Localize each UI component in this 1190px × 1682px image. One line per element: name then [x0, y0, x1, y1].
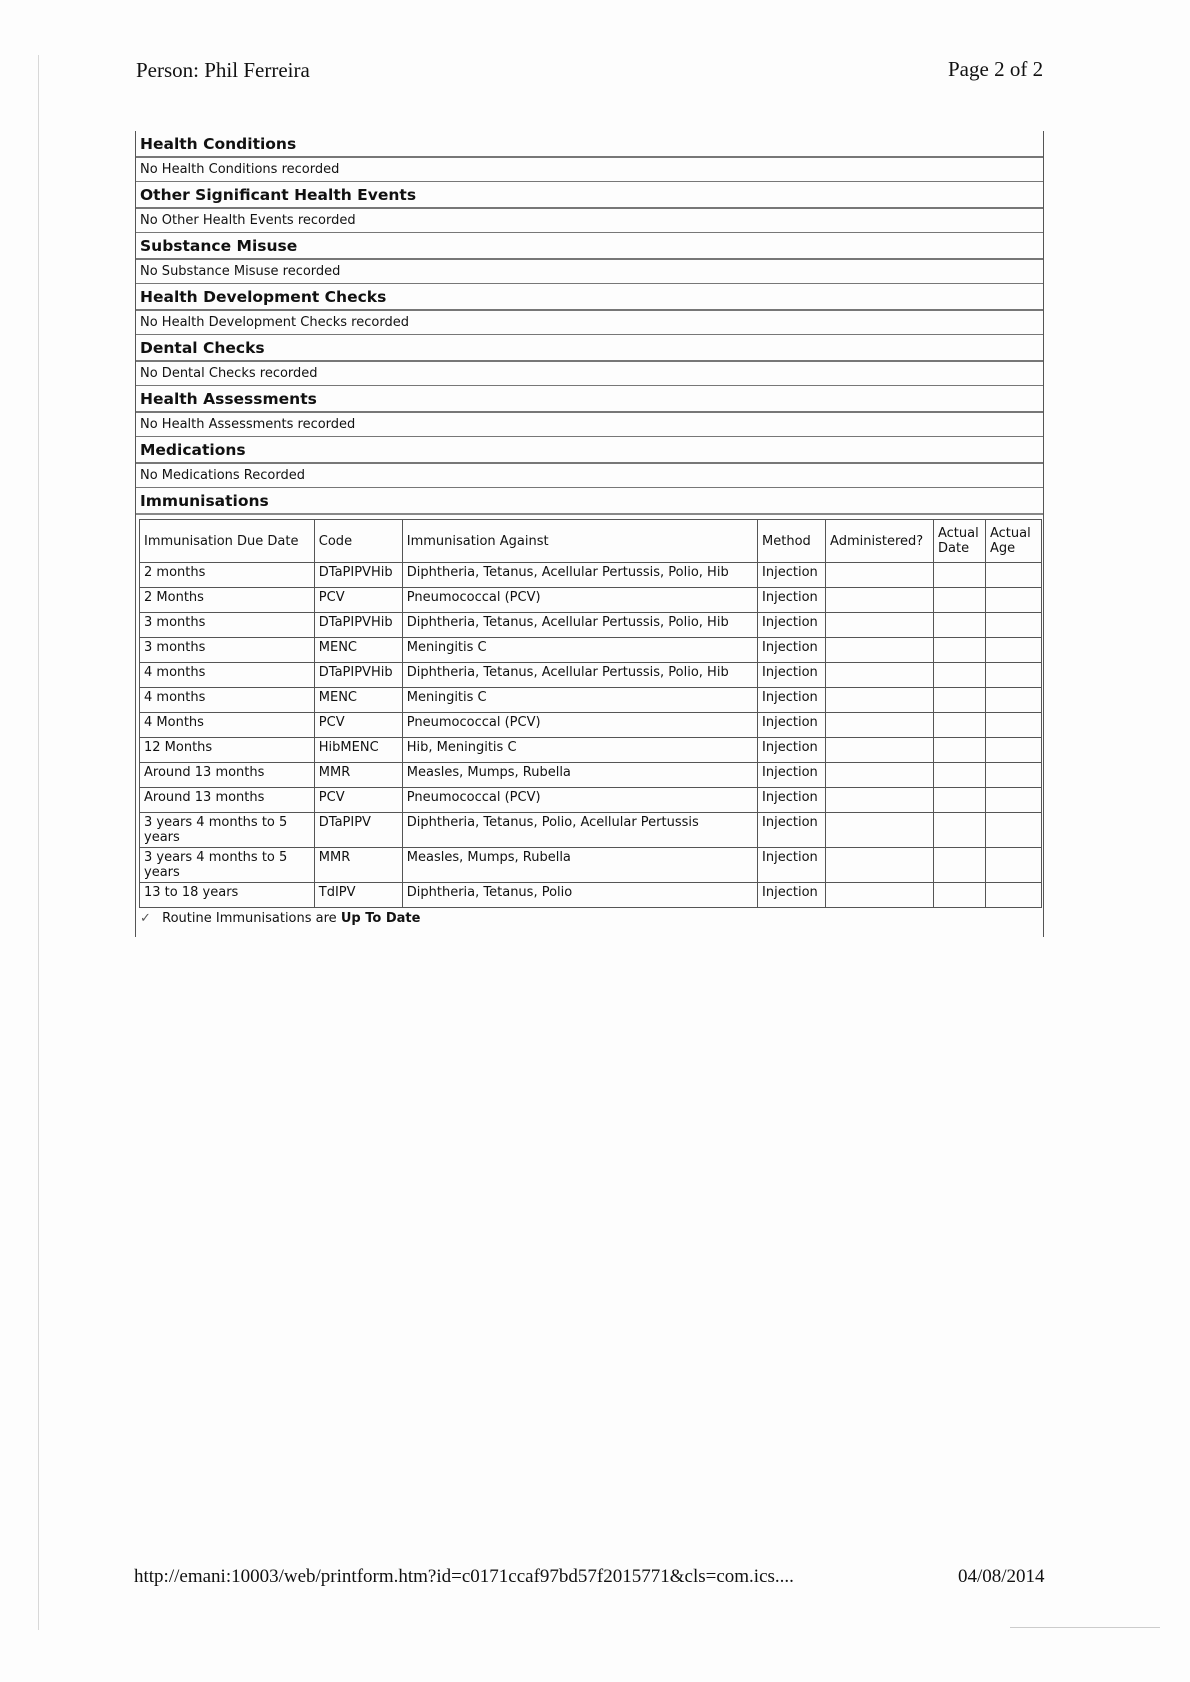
actual-age-cell	[985, 738, 1041, 763]
health-sections	[136, 131, 1043, 488]
section-body: No Medications Recorded	[136, 464, 1043, 488]
section-title: Health Conditions	[136, 131, 1043, 158]
method-cell: Injection	[758, 713, 826, 738]
actual-age-cell	[985, 638, 1041, 663]
administered-cell	[826, 738, 934, 763]
actual-date-cell	[934, 848, 986, 883]
due-date-cell: 2 months	[140, 563, 315, 588]
administered-cell	[826, 713, 934, 738]
administered-cell	[826, 763, 934, 788]
against-cell: Diphtheria, Tetanus, Polio	[402, 883, 757, 908]
due-date-cell: 3 years 4 months to 5 years	[140, 813, 315, 848]
col-method: Method	[758, 520, 826, 563]
method-cell: Injection	[758, 563, 826, 588]
method-cell: Injection	[758, 638, 826, 663]
method-cell: Injection	[758, 883, 826, 908]
actual-age-cell	[985, 588, 1041, 613]
actual-date-cell	[934, 763, 986, 788]
administered-cell	[826, 663, 934, 688]
immunisations-title: Immunisations	[136, 488, 1043, 515]
against-cell: Pneumococcal (PCV)	[402, 713, 757, 738]
actual-date-cell	[934, 663, 986, 688]
against-cell: Pneumococcal (PCV)	[402, 588, 757, 613]
code-cell: MMR	[314, 848, 402, 883]
method-cell: Injection	[758, 763, 826, 788]
due-date-cell: 4 Months	[140, 713, 315, 738]
print-url: http://emani:10003/web/printform.htm?id=c0171ccaf97bd57f2015771&cls=com.ics....	[134, 1566, 794, 1587]
due-date-cell: 4 months	[140, 688, 315, 713]
against-cell: Hib, Meningitis C	[402, 738, 757, 763]
against-cell: Meningitis C	[402, 688, 757, 713]
due-date-cell: 3 months	[140, 638, 315, 663]
administered-cell	[826, 688, 934, 713]
section-title: Medications	[136, 437, 1043, 464]
immunisations-table	[139, 519, 1042, 908]
table-row	[140, 663, 1042, 688]
actual-date-cell	[934, 563, 986, 588]
table-row	[140, 848, 1042, 883]
table-row	[140, 713, 1042, 738]
against-cell: Measles, Mumps, Rubella	[402, 848, 757, 883]
print-date: 04/08/2014	[958, 1566, 1045, 1587]
method-cell: Injection	[758, 813, 826, 848]
due-date-cell: 4 months	[140, 663, 315, 688]
method-cell: Injection	[758, 588, 826, 613]
actual-age-cell	[985, 848, 1041, 883]
table-row	[140, 788, 1042, 813]
table-row	[140, 563, 1042, 588]
actual-date-cell	[934, 788, 986, 813]
section-title: Dental Checks	[136, 335, 1043, 362]
status-value: Up To Date	[340, 911, 421, 926]
due-date-cell: 3 months	[140, 613, 315, 638]
due-date-cell: Around 13 months	[140, 763, 315, 788]
code-cell: TdIPV	[314, 883, 402, 908]
method-cell: Injection	[758, 848, 826, 883]
code-cell: MMR	[314, 763, 402, 788]
table-row	[140, 763, 1042, 788]
method-cell: Injection	[758, 688, 826, 713]
actual-date-cell	[934, 613, 986, 638]
section-title: Health Assessments	[136, 386, 1043, 413]
actual-date-cell	[934, 638, 986, 663]
table-row	[140, 738, 1042, 763]
table-row	[140, 813, 1042, 848]
administered-cell	[826, 813, 934, 848]
actual-age-cell	[985, 813, 1041, 848]
code-cell: PCV	[314, 713, 402, 738]
page-margin-line	[38, 55, 39, 1630]
section-body: No Health Conditions recorded	[136, 158, 1043, 182]
actual-age-cell	[985, 788, 1041, 813]
due-date-cell: 2 Months	[140, 588, 315, 613]
code-cell: DTaPIPVHib	[314, 613, 402, 638]
section-title: Substance Misuse	[136, 233, 1043, 260]
method-cell: Injection	[758, 663, 826, 688]
code-cell: PCV	[314, 788, 402, 813]
due-date-cell: 12 Months	[140, 738, 315, 763]
against-cell: Diphtheria, Tetanus, Acellular Pertussis, Polio, Hib	[402, 613, 757, 638]
administered-cell	[826, 788, 934, 813]
administered-cell	[826, 588, 934, 613]
checkmark-icon: ✓	[140, 911, 151, 926]
col-administered: Administered?	[826, 520, 934, 563]
table-row	[140, 638, 1042, 663]
immunisation-status	[136, 908, 1043, 929]
administered-cell	[826, 613, 934, 638]
section-body: No Health Assessments recorded	[136, 413, 1043, 437]
actual-age-cell	[985, 613, 1041, 638]
administered-cell	[826, 638, 934, 663]
col-due-date: Immunisation Due Date	[140, 520, 315, 563]
table-header-row	[140, 520, 1042, 563]
code-cell: PCV	[314, 588, 402, 613]
actual-age-cell	[985, 883, 1041, 908]
actual-age-cell	[985, 688, 1041, 713]
section-body: No Other Health Events recorded	[136, 209, 1043, 233]
page-number: Page 2 of 2	[948, 57, 1044, 81]
section-body: No Substance Misuse recorded	[136, 260, 1043, 284]
col-code: Code	[314, 520, 402, 563]
against-cell: Measles, Mumps, Rubella	[402, 763, 757, 788]
section-body: No Dental Checks recorded	[136, 362, 1043, 386]
section-body: No Health Development Checks recorded	[136, 311, 1043, 335]
against-cell: Meningitis C	[402, 638, 757, 663]
against-cell: Diphtheria, Tetanus, Acellular Pertussis, Polio, Hib	[402, 663, 757, 688]
scan-edge-line	[1010, 1627, 1160, 1628]
code-cell: HibMENC	[314, 738, 402, 763]
actual-age-cell	[985, 563, 1041, 588]
actual-age-cell	[985, 663, 1041, 688]
actual-date-cell	[934, 813, 986, 848]
person-name: Person: Phil Ferreira	[136, 58, 310, 82]
actual-age-cell	[985, 763, 1041, 788]
due-date-cell: 13 to 18 years	[140, 883, 315, 908]
due-date-cell: 3 years 4 months to 5 years	[140, 848, 315, 883]
method-cell: Injection	[758, 613, 826, 638]
method-cell: Injection	[758, 738, 826, 763]
code-cell: MENC	[314, 688, 402, 713]
actual-date-cell	[934, 713, 986, 738]
table-row	[140, 588, 1042, 613]
table-row	[140, 688, 1042, 713]
administered-cell	[826, 563, 934, 588]
actual-date-cell	[934, 883, 986, 908]
actual-date-cell	[934, 588, 986, 613]
against-cell: Pneumococcal (PCV)	[402, 788, 757, 813]
section-title: Health Development Checks	[136, 284, 1043, 311]
code-cell: DTaPIPV	[314, 813, 402, 848]
administered-cell	[826, 883, 934, 908]
due-date-cell: Around 13 months	[140, 788, 315, 813]
col-actual-age: Actual Age	[985, 520, 1041, 563]
col-against: Immunisation Against	[402, 520, 757, 563]
code-cell: DTaPIPVHib	[314, 663, 402, 688]
table-row	[140, 613, 1042, 638]
code-cell: MENC	[314, 638, 402, 663]
actual-date-cell	[934, 688, 986, 713]
table-row	[140, 883, 1042, 908]
actual-age-cell	[985, 713, 1041, 738]
actual-date-cell	[934, 738, 986, 763]
status-prefix: Routine Immunisations are	[162, 911, 337, 926]
administered-cell	[826, 848, 934, 883]
section-title: Other Significant Health Events	[136, 182, 1043, 209]
health-record-panel	[135, 131, 1044, 937]
against-cell: Diphtheria, Tetanus, Polio, Acellular Pertussis	[402, 813, 757, 848]
code-cell: DTaPIPVHib	[314, 563, 402, 588]
col-actual-date: Actual Date	[934, 520, 986, 563]
method-cell: Injection	[758, 788, 826, 813]
against-cell: Diphtheria, Tetanus, Acellular Pertussis, Polio, Hib	[402, 563, 757, 588]
